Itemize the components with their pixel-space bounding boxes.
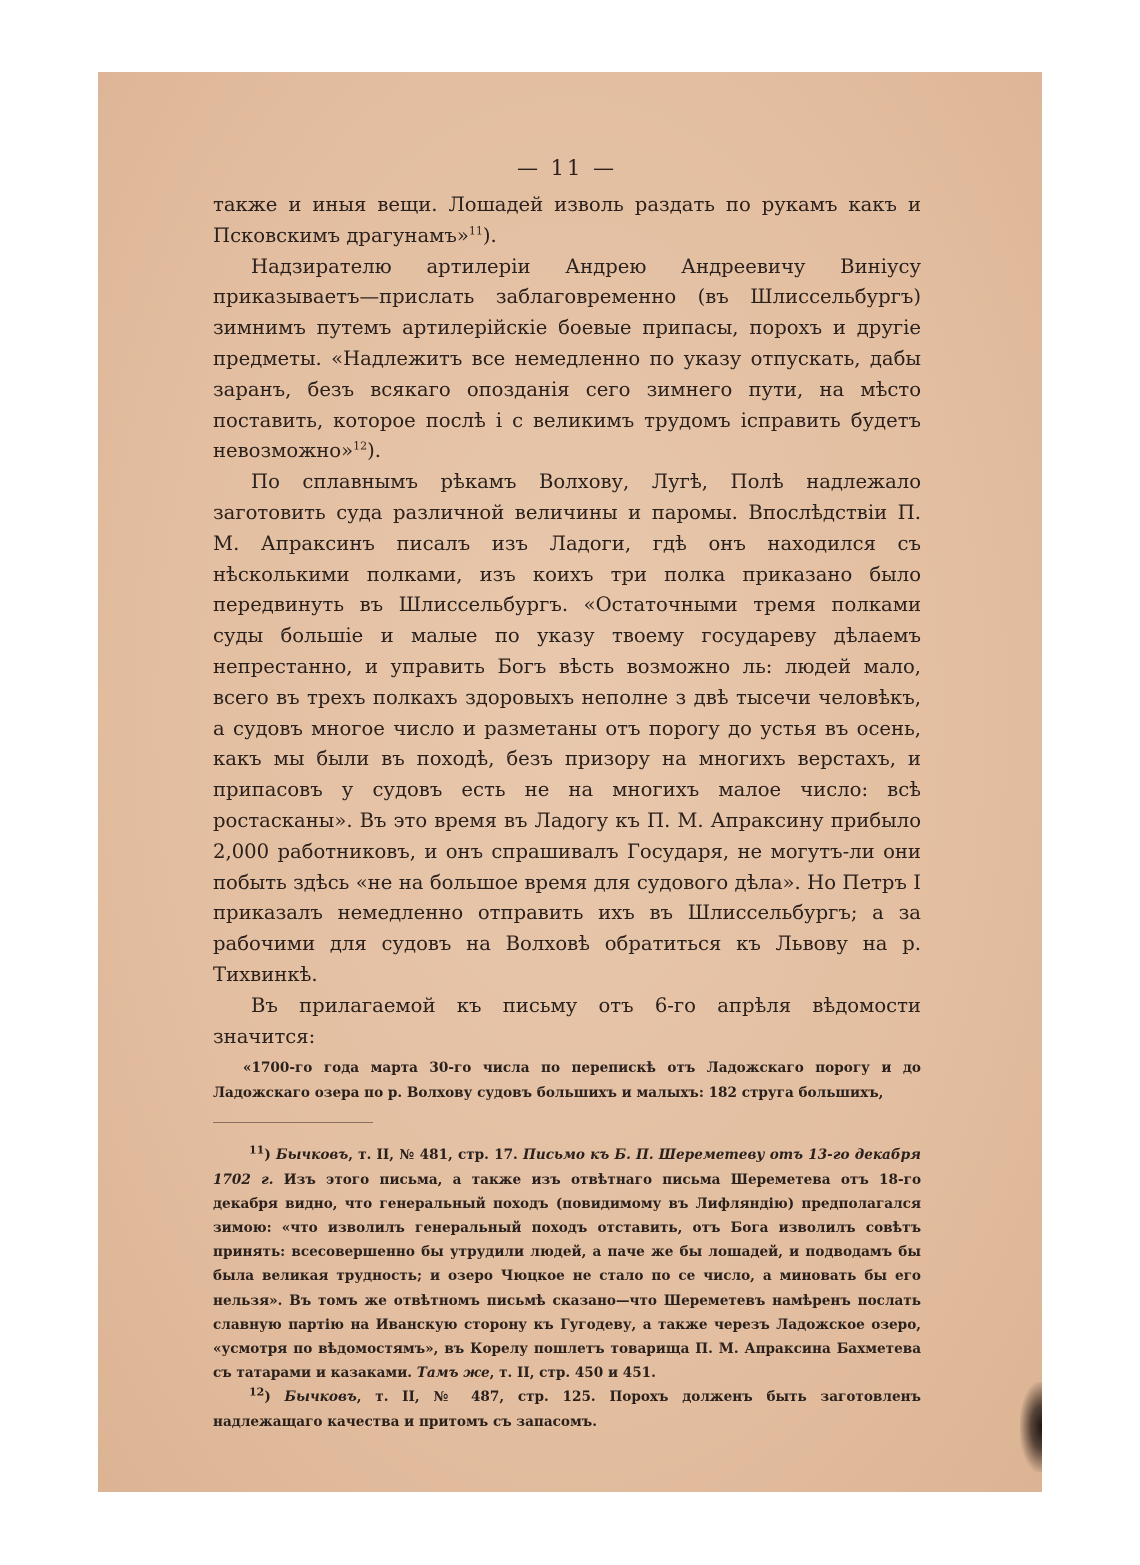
book-page xyxy=(98,72,1042,1492)
footnote-author: Бычковъ xyxy=(284,1389,357,1406)
paragraph-text: также и иныя вещи. Лошадей изволь раздать по рукамъ какъ и Псковскимъ драгунамъ» xyxy=(213,193,921,247)
footnote-body: Изъ этого письма, а также изъ отвѣтнаго письма Шереметева отъ 18-го декабря видно, что генеральный походъ (повидимому въ Лифляндію) предполагался зимою: «что изволилъ генеральный походъ отставить, отъ Бога изволилъ совѣтъ принять: всесовершенно бы утрудили людей, а паче же бы лошадей, и подводамъ бы была великая трудность; и озеро Чюцкое не стало по се число, а миновать бы его нельзя». Въ томъ же отвѣтномъ письмѣ сказано—что Шереметевъ намѣренъ послать славную партію на Иванскую сторону къ Гугодеву, а также черезъ Ладожское озеро, «усмотря по вѣдомостямъ», въ Корелу пошлетъ товарища П. М. Апраксина Бахметева съ татарами и казаками. xyxy=(213,1171,922,1382)
footnote-lead: ) xyxy=(264,1389,285,1406)
paragraph-1 xyxy=(213,190,921,252)
edge-smudge xyxy=(1020,1382,1042,1472)
footnote-ref[interactable]: 12 xyxy=(353,439,368,453)
footnote-tail: , т. II, стр. 450 и 451. xyxy=(489,1365,656,1382)
paragraph-2 xyxy=(213,252,921,468)
paragraph-text: По сплавнымъ рѣкамъ Волхову, Лугѣ, Полѣ надлежало заготовить суда различной величины и паромы. Впослѣдствіи П. М. Апраксинъ писалъ изъ Ладоги, гдѣ онъ находился съ нѣсколькими полками, изъ коихъ три полка приказано было передвинуть въ Шлиссельбургъ. «Остаточными тремя полками суды большіе и малые по указу твоему государеву дѣлаемъ непрестанно, и управить Богъ вѣсть возможно ль: людей мало, всего въ трехъ полкахъ здоровыхъ неполне з двѣ тысечи человѣкъ, а судовъ многое число и разметаны отъ порогу до устья въ осень, какъ мы были въ походѣ, безъ призору на многихъ верстахъ, и припасовъ у судовъ есть не на многихъ малое число: всѣ ростасканы». Въ это время въ Ладогу къ П. М. Апраксину прибыло 2,000 работниковъ, и онъ спрашивалъ Государя, не могутъ-ли они побыть здѣсь «не на большое время для судового дѣла». Но Петръ I приказалъ немедленно отправить ихъ въ Шлиссельбургъ; а за рабочими для судовъ на Волховѣ обратиться къ Львову на р. Тихвинкѣ. xyxy=(213,470,921,986)
quotation: «1700-го года марта 30-го числа по перепискѣ отъ Ладожскаго порогу и до Ладожскаго озера по р. Волхову судовъ большихъ и малыхъ: 182 струга большихъ, xyxy=(213,1060,921,1102)
footnote-number: 12 xyxy=(249,1385,265,1399)
paragraph-text: Надзирателю артилеріи Андрею Андреевичу Виніусу приказываетъ—прислать заблаговременно (въ Шлиссельбургъ) зимнимъ путемъ артилерійскіе боевые припасы, порохъ и другіе предметы. «Надлежитъ все немедленно по указу отпускать, дабы заранъ, безъ всякаго опозданія сего зимнего пути, на мѣсто поставить, которое послѣ і с великимъ трудомъ ісправить будетъ невозможно» xyxy=(213,254,921,463)
paragraph-3 xyxy=(213,467,921,991)
footnote-body: Порохъ долженъ быть заготовленъ надлежащаго качества и притомъ съ запасомъ. xyxy=(213,1389,921,1430)
paragraph-tail: ). xyxy=(367,439,381,463)
paragraph-text: Въ прилагаемой къ письму отъ 6-го апрѣля вѣдомости значится: xyxy=(213,993,921,1048)
paragraph-tail: ). xyxy=(482,223,497,247)
footnote-title: Письмо къ Б. П. Шереметеву отъ 13-го декабря 1702 г. xyxy=(213,1147,921,1188)
footnote-ref-text: , т. II, № 487, стр. 125. xyxy=(356,1389,596,1406)
footnote-11 xyxy=(213,1143,921,1385)
footnote-author: Бычковъ xyxy=(275,1147,349,1164)
footnote-ibid: Тамъ же xyxy=(416,1365,490,1382)
footnote-number: 11 xyxy=(249,1143,265,1157)
footnote-lead: ) xyxy=(264,1147,276,1164)
page-text xyxy=(213,156,921,1434)
footnote-divider xyxy=(213,1122,373,1123)
footnote-12 xyxy=(213,1385,921,1433)
footnote-ref[interactable]: 11 xyxy=(468,224,483,238)
paragraph-4 xyxy=(213,991,921,1053)
footnote-ref-text: , т. II, № 481, стр. 17. xyxy=(348,1147,523,1164)
page-number: — 11 — xyxy=(516,156,618,180)
